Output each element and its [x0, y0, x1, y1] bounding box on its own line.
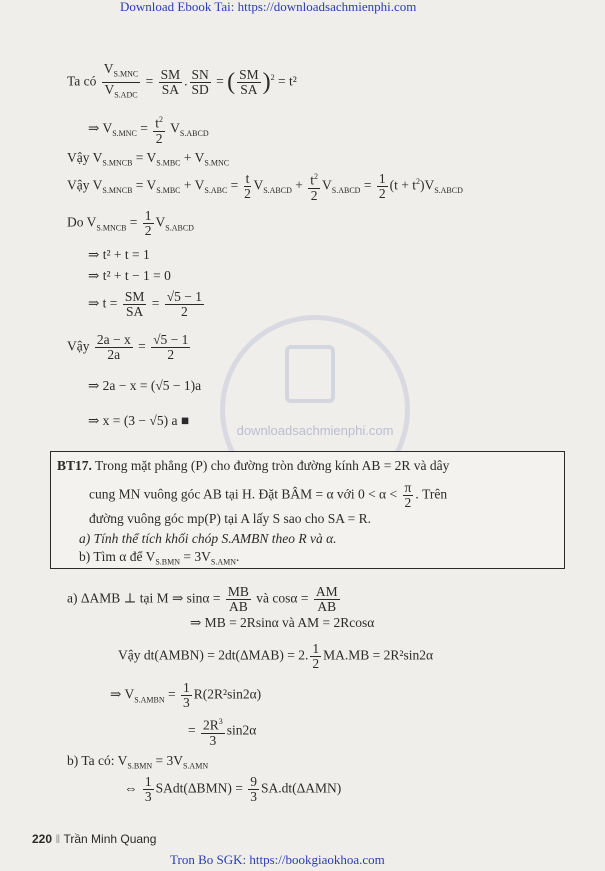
watermark-text: downloadsachmienphi.com [236, 423, 394, 438]
sgk-link-footer[interactable]: Tron Bo SGK: https://bookgiaokhoa.com [170, 852, 385, 867]
exercise-question-b: b) Tìm α để $V_{S.BMN} = 3V_{S.AMN}$. [79, 549, 240, 567]
math-line-do: Do $V_{S.MNCB}$ = $\frac{1}{2}$ $V_{S.ABCD}$ [67, 208, 194, 238]
math-line-vay-3: Vậy $\frac{2a - x}{2a}$ = $\frac{√5 - 1}{2}$ [67, 332, 189, 362]
exercise-question-a: a) Tính thể tích khối chóp S.AMBN theo R và α. [79, 531, 337, 546]
exercise-box [50, 451, 565, 569]
page-number: 220 ‖ Trần Minh Quang [32, 832, 157, 846]
math-line-vsmnc: ⇒ $V_{S.MNC}$ = $\frac{t^2}{2}$ $V_{S.ABCD}$ [88, 115, 209, 146]
download-link-header[interactable]: Download Ebook Tai: https://downloadsachmienphi.com [120, 0, 417, 14]
math-line-vay-2: Vậy $V_{S.MNCB} = V_{S.MBC} + V_{S.ABC}$ = $\frac{t}{2}$ $V_{S.ABCD}$ + $\frac{t^2}{2}$ $V_{S.ABCD}$ = $\frac{1}{2}$ $(t + t^2)V_{S.ABCD}$ [67, 170, 463, 203]
math-line-eq2: ⇒ t² + t − 1 = 0 [88, 268, 171, 283]
exercise-line-1: BT17. Trong mặt phẳng (P) cho đường tròn đường kính AB = 2R và dây [57, 458, 450, 473]
math-line-t-value: ⇒ t = $\frac{SM}{SA}$ = $\frac{√5 - 1}{2}$ [88, 289, 202, 319]
math-line-x: ⇒ x = (3 − √5) a ■ [88, 413, 189, 428]
solution-a-line-4: ⇒ $V_{S.AMBN}$ = $\frac{1}{3}$ R(2R²sin2α) [110, 680, 262, 710]
solution-b-line-1: b) Ta có: $V_{S.BMN} = 3V_{S.AMN}$ [67, 753, 209, 771]
solution-a-line-1: a) ΔAMB ⊥ tại M ⇒ sinα = $\frac{MB}{AB}$ và cosα = $\frac{AM}{AB}$ [67, 584, 338, 614]
exercise-line-2: cung MN vuông góc AB tại H. Đặt BÂM = α với 0 < α < $\frac{\pi}{2}$ . Trên [89, 480, 448, 510]
math-line-eq1: ⇒ t² + t = 1 [88, 247, 150, 262]
solution-b-line-2: ⇔ $\frac{1}{3}$ SAdt(ΔBMN) = $\frac{9}{3}$ SA.dt(ΔAMN) [124, 774, 342, 804]
math-line-2a-x: ⇒ 2a − x = (√5 − 1)a [88, 378, 202, 393]
exercise-line-3: đường vuông góc mp(P) tại A lấy S sao cho SA = R. [89, 511, 371, 526]
solution-a-line-3: Vậy dt(AMBN) = 2dt(ΔMAB) = 2. $\frac{1}{2}$ MA.MB = 2R²sin2α [118, 641, 434, 671]
math-line-ta-co: Ta có $V_{S.MNC}$ $V_{S.ADC}$ = $\frac{SM}{SA}$ . $\frac{SN}{SD}$ = ( $\frac{SM}{SA}$ )$^2$ = t² [67, 61, 297, 100]
notebook-at-icon [285, 345, 335, 403]
math-line-vay-1: Vậy $V_{S.MNCB} = V_{S.MBC} + V_{S.MNC}$ [67, 150, 230, 168]
solution-a-line-2: ⇒ MB = 2Rsinα và AM = 2Rcosα [190, 615, 375, 630]
solution-a-line-5: = $\frac{2R^3}{3}$ sin2α [188, 717, 257, 748]
